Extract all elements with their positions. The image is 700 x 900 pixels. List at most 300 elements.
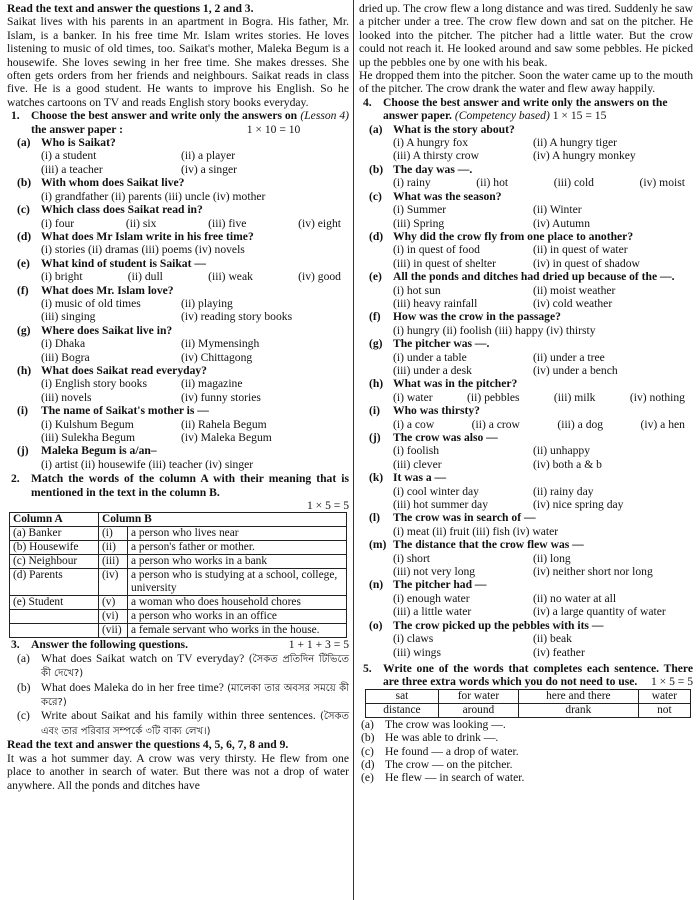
- q2-number: 2.: [11, 472, 20, 486]
- q1-item: [7, 284, 349, 324]
- option: (iii) novels: [41, 390, 92, 404]
- q4-item-question: [369, 163, 693, 176]
- q4-item: [359, 511, 693, 538]
- item-text: What was in the pitcher?: [393, 377, 518, 391]
- bengali-translation: (সৈকত প্রতিদিন টিভিতে কী দেখে?): [41, 653, 349, 680]
- word-cell: here and there: [518, 689, 638, 703]
- q1-item: [7, 324, 349, 364]
- option: (ii) a crow: [471, 417, 520, 431]
- q3-item: [17, 681, 349, 710]
- q1-item: [7, 364, 349, 404]
- option: (i) meat (ii) fruit (iii) fish (iv) water: [393, 524, 559, 538]
- option: (iii) singing: [41, 310, 96, 324]
- option: (i) foolish: [393, 444, 440, 458]
- item-label: (c): [17, 203, 30, 217]
- item-label: (m): [369, 538, 387, 552]
- item-label: (b): [361, 731, 375, 745]
- match-row: [10, 555, 347, 569]
- option: (iv) Autumn: [533, 216, 591, 230]
- match-row: [10, 624, 347, 638]
- option: (i) English story books: [41, 377, 147, 391]
- option: (ii) beak: [533, 632, 572, 646]
- passage1-text: Saikat lives with his parents in an apartment in Bogra. His father, Mr. Islam, is a banker. In his free time Mr. Islam writes stories. He loves listening to music of old times, too. Saikat's mother, Maleka Begum is a housewife. She loves sewing in her free time. She makes dresses. She often gets orders from her friends and neighbours. Saikat reads in class five. He is a good student. He wants to improve his English. So he watches cartoons on TV and reads English story books everyday. (Lesson 4): [7, 15, 349, 123]
- column-b-meaning: a person who works in an office: [128, 610, 347, 624]
- item-label: (e): [361, 771, 374, 785]
- option: (iv) both a & b: [533, 457, 602, 471]
- item-text: What does Maleka do in her free time?: [41, 680, 224, 694]
- passage2-text-left: It was a hot summer day. A crow was very thirsty. He flew from one place to another in search of water. But there was not a drop of water anywhere. All the ponds and ditches have: [7, 751, 349, 792]
- option: (i) stories (ii) dramas (iii) poems (iv) novels: [41, 243, 245, 257]
- q1-item-question: [17, 324, 349, 337]
- option: (ii) dull: [127, 270, 163, 284]
- item-text: The crow was looking —.: [385, 717, 506, 731]
- q1-item-question: [17, 136, 349, 149]
- item-label: (i): [369, 404, 380, 418]
- item-text: What does Mr. Islam love?: [41, 283, 174, 297]
- item-text: How was the crow in the passage?: [393, 310, 561, 324]
- q2-marks: 1 × 5 = 5: [306, 499, 349, 513]
- q4-item-question: [369, 123, 693, 136]
- q1-item-question: [17, 257, 349, 270]
- q3-item: [17, 652, 349, 681]
- q4-item: [359, 310, 693, 337]
- item-label: (c): [369, 189, 382, 203]
- option: (ii) moist weather: [533, 283, 616, 297]
- item-label: (c): [361, 744, 374, 758]
- item-text: He flew — in search of water.: [385, 771, 525, 785]
- item-label: (d): [369, 229, 384, 243]
- option: (iv) a singer: [181, 162, 238, 176]
- option: (i) Dhaka: [41, 337, 86, 351]
- option: (ii) A hungry tiger: [533, 136, 618, 150]
- q4-item-question: [369, 310, 693, 323]
- item-label: (g): [17, 323, 31, 337]
- option: (iv) neither short nor long: [533, 565, 653, 579]
- q5-item: [361, 745, 693, 758]
- option: (iv) feather: [533, 645, 585, 659]
- option: (iv) good: [298, 270, 341, 284]
- item-text: Where does Saikat live in?: [41, 323, 173, 337]
- column-a-cell: [10, 624, 99, 638]
- item-label: (n): [369, 578, 384, 592]
- option: (ii) Winter: [533, 203, 582, 217]
- option: (ii) in quest of water: [533, 243, 628, 257]
- item-label: (d): [17, 229, 32, 243]
- column-b-number: (iii): [99, 555, 128, 569]
- option: (ii) playing: [181, 296, 233, 310]
- q3-item-body: [41, 652, 349, 681]
- option: (iii) milk: [553, 390, 596, 404]
- q4-item: [359, 123, 693, 163]
- q4-item-question: [369, 619, 693, 632]
- bengali-translation: (সৈকত এবং তার পরিবার সম্পর্কে ৩টি বাক্য লেখ।): [41, 711, 349, 737]
- q1-items: [7, 136, 349, 471]
- q1-item: [7, 404, 349, 444]
- q1-number: 1.: [11, 109, 20, 123]
- q4-number: 4.: [363, 95, 372, 109]
- option: (i) under a table: [393, 350, 467, 364]
- option: (iii) Spring: [393, 216, 445, 230]
- option: (i) artist (ii) housewife (iii) teacher (iv) singer: [41, 457, 254, 471]
- q1-item-question: [17, 284, 349, 297]
- option: (ii) long: [533, 551, 571, 565]
- option: (ii) unhappy: [533, 444, 590, 458]
- q4-item: [359, 431, 693, 471]
- item-text: The crow was in search of —: [393, 511, 536, 525]
- q3-items: [7, 652, 349, 738]
- item-label: (f): [369, 310, 381, 324]
- left-column: [7, 2, 349, 792]
- options: [41, 217, 349, 230]
- column-a-cell: (b) Housewife: [10, 541, 99, 555]
- item-label: (a): [369, 122, 383, 136]
- column-b-meaning: a person who is studying at a school, college, university: [128, 569, 347, 596]
- item-text: Who is Saikat?: [41, 136, 116, 150]
- q4-item: [359, 619, 693, 659]
- option: (ii) pebbles: [467, 390, 520, 404]
- option: (i) four: [41, 216, 75, 230]
- item-label: (a): [361, 717, 374, 731]
- q4-title: Choose the best answer and write only the answers on the answer paper. (Competency based) 1 × 15 = 15: [383, 95, 668, 123]
- item-text: What is the story about?: [393, 122, 515, 136]
- option: (iv) a hen: [640, 417, 685, 431]
- q3-item: [17, 709, 349, 738]
- word-cell: drank: [518, 703, 638, 717]
- column-b-number: (iv): [99, 569, 128, 596]
- match-body: [10, 527, 347, 638]
- options: [393, 418, 693, 431]
- option: (iv) in quest of shadow: [533, 256, 640, 270]
- q5-items: [359, 718, 693, 785]
- option: (iii) wings: [393, 645, 441, 659]
- item-text: The pitcher was —.: [393, 337, 490, 351]
- option: (iii) clever: [393, 457, 442, 471]
- options: [41, 190, 349, 203]
- option: (iii) in quest of shelter: [393, 256, 497, 270]
- options: [393, 324, 693, 337]
- q3-header: [7, 638, 349, 651]
- option: (iv) eight: [298, 216, 341, 230]
- option: (i) in quest of food: [393, 243, 480, 257]
- option: (iv) nice spring day: [533, 498, 624, 512]
- item-text: The crow — on the pitcher.: [385, 757, 513, 771]
- q4-item-question: [369, 471, 693, 484]
- q4-item-question: [369, 431, 693, 444]
- q1-item: [7, 176, 349, 203]
- q5-item: [361, 771, 693, 784]
- q4-item: [359, 190, 693, 230]
- match-table: [9, 512, 347, 638]
- item-text: All the ponds and ditches had dried up because of the —.: [393, 270, 675, 284]
- item-label: (c): [17, 709, 30, 723]
- option: (i) rainy: [393, 176, 431, 190]
- column-a-header: Column A: [10, 513, 99, 527]
- item-label: (l): [369, 511, 380, 525]
- option: (iii) Sulekha Begum: [41, 431, 136, 444]
- q1-item: [7, 444, 349, 471]
- item-label: (b): [369, 162, 384, 176]
- item-text: With whom does Saikat live?: [41, 176, 185, 190]
- option: (i) hungry (ii) foolish (iii) happy (iv) thirsty: [393, 323, 596, 337]
- column-a-cell: (d) Parents: [10, 569, 99, 596]
- q3-number: 3.: [11, 638, 20, 652]
- column-b-meaning: a person's father or mother.: [128, 541, 347, 555]
- option: (i) a student: [41, 149, 97, 163]
- option: (i) short: [393, 551, 431, 565]
- options: [41, 243, 349, 256]
- options: [393, 243, 693, 270]
- passage1-instruction: Read the text and answer the questions 1, 2 and 3.: [7, 2, 254, 15]
- option: (iv) reading story books: [181, 310, 293, 324]
- option: (i) A hungry fox: [393, 136, 469, 150]
- option: (ii) Rahela Begum: [181, 417, 267, 431]
- option: (iii) weak: [208, 270, 253, 284]
- q1-marks: 1 × 10 = 10: [246, 122, 301, 136]
- q2-header: [7, 472, 349, 512]
- option: (i) claws: [393, 632, 434, 646]
- option: (i) music of old times: [41, 296, 141, 310]
- options: [41, 458, 349, 471]
- column-b-number: (v): [99, 596, 128, 610]
- item-text: The crow picked up the pebbles with its —: [393, 618, 604, 632]
- q3-item-body: [41, 709, 349, 738]
- option: (iii) cold: [553, 176, 594, 190]
- column-b-number: (vii): [99, 624, 128, 638]
- item-label: (e): [369, 270, 382, 284]
- q4-item-question: [369, 404, 693, 417]
- item-label: (b): [17, 680, 31, 694]
- option: (iii) a little water: [393, 605, 472, 619]
- word-cell: sat: [366, 689, 439, 703]
- q1-item-question: [17, 230, 349, 243]
- item-label: (a): [17, 136, 31, 150]
- match-row: [10, 541, 347, 555]
- item-text: What kind of student is Saikat —: [41, 256, 206, 270]
- q4-item-question: [369, 377, 693, 390]
- item-label: (f): [17, 283, 29, 297]
- q5-number: 5.: [363, 661, 372, 675]
- right-column: [359, 2, 693, 785]
- q4-marks: 1 × 15 = 15: [552, 109, 607, 123]
- item-text: What does Mr Islam write in his free time?: [41, 229, 254, 243]
- option: (ii) no water at all: [533, 591, 617, 605]
- options: [393, 351, 693, 378]
- option: (ii) under a tree: [533, 350, 605, 364]
- option: (ii) Mymensingh: [181, 337, 260, 351]
- item-text: The pitcher had —: [393, 578, 487, 592]
- options: [41, 149, 349, 176]
- word-box: [365, 689, 691, 718]
- q1-item: [7, 257, 349, 284]
- q1-item-question: [17, 176, 349, 189]
- passage2-text-right-2: He dropped them into the pitcher. Soon the water came up to the mouth of the pitcher. The crow drank the water and flew away happily.: [359, 69, 693, 96]
- word-row: [366, 703, 691, 717]
- options: [41, 270, 349, 283]
- option: (i) cool winter day: [393, 484, 479, 498]
- q4-item-question: [369, 337, 693, 350]
- item-text: Who was thirsty?: [393, 404, 480, 418]
- option: (iii) hot summer day: [393, 498, 488, 512]
- options: [393, 444, 693, 471]
- column-b-meaning: a person who lives near: [128, 527, 347, 541]
- options: [393, 391, 693, 404]
- q4-item: [359, 377, 693, 404]
- options: [41, 337, 349, 364]
- options: [393, 176, 693, 189]
- q2-title: Match the words of the column A with their meaning that is mentioned in the text in the column B. 1 × 5 = 5: [31, 472, 349, 513]
- item-text: Which class does Saikat read in?: [41, 203, 203, 217]
- match-row: [10, 610, 347, 624]
- word-cell: water: [638, 689, 690, 703]
- match-header-row: [10, 513, 347, 527]
- options: [41, 377, 349, 404]
- options: [393, 136, 693, 163]
- option: (iii) five: [208, 216, 247, 230]
- q4-items: [359, 123, 693, 659]
- word-cell: around: [438, 703, 518, 717]
- q4-item: [359, 337, 693, 377]
- bengali-translation: (মালেকা তার অবসর সময়ে কী করে?): [41, 682, 350, 709]
- options: [41, 418, 349, 445]
- q1-item-question: [17, 364, 349, 377]
- column-a-cell: (c) Neighbour: [10, 555, 99, 569]
- item-label: (h): [17, 363, 32, 377]
- item-label: (d): [361, 757, 375, 771]
- q5-header: [359, 662, 693, 689]
- option: (iii) Bogra: [41, 350, 90, 364]
- item-text: He was able to drink —.: [385, 731, 499, 745]
- option: (i) Kulshum Begum: [41, 417, 134, 431]
- option: (ii) rainy day: [533, 484, 594, 498]
- option: (i) water: [393, 390, 433, 404]
- word-cell: not: [638, 703, 690, 717]
- q1-item-question: [17, 444, 349, 457]
- option: (iv) cold weather: [533, 296, 613, 310]
- column-b-meaning: a person who works in a bank: [128, 555, 347, 569]
- column-b-meaning: a female servant who works in the house.: [128, 624, 347, 638]
- option: (iv) under a bench: [533, 363, 618, 377]
- option: (iv) nothing: [629, 390, 685, 404]
- item-label: (h): [369, 377, 384, 391]
- item-label: (e): [17, 256, 30, 270]
- item-text: The distance that the crow flew was —: [393, 538, 584, 552]
- option: (i) bright: [41, 270, 83, 284]
- option: (iii) heavy rainfall: [393, 296, 478, 310]
- lesson-tag: (Lesson 4): [300, 109, 349, 123]
- option: (ii) hot: [476, 176, 509, 190]
- option: (iii) not very long: [393, 565, 476, 579]
- q3-item-body: [41, 681, 349, 710]
- item-label: (i): [17, 404, 28, 418]
- item-text: It was a —: [393, 471, 447, 485]
- options: [393, 525, 693, 538]
- match-row: [10, 527, 347, 541]
- q4-item: [359, 538, 693, 578]
- item-text: What does Saikat watch on TV everyday?: [41, 651, 245, 665]
- options: [41, 297, 349, 324]
- q3-title: Answer the following questions. 1 + 1 + 3 = 5: [31, 638, 349, 652]
- match-row: [10, 569, 347, 596]
- options: [393, 203, 693, 230]
- item-label: (g): [369, 337, 383, 351]
- options: [393, 284, 693, 311]
- option: (iii) a dog: [557, 417, 604, 431]
- item-text: The name of Saikat's mother is —: [41, 404, 209, 418]
- word-cell: for water: [438, 689, 518, 703]
- option: (ii) a player: [181, 149, 236, 163]
- q1-item: [7, 230, 349, 257]
- q5-marks: 1 × 5 = 5: [650, 675, 693, 689]
- q1-header: [7, 109, 300, 136]
- item-text: Why did the crow fly from one place to another?: [393, 229, 634, 243]
- options: [393, 485, 693, 512]
- item-text: What does Saikat read everyday?: [41, 363, 207, 377]
- q1-item: [7, 203, 349, 230]
- option: (ii) magazine: [181, 377, 243, 391]
- option: (i) enough water: [393, 591, 470, 605]
- q4-item: [359, 404, 693, 431]
- q4-item-question: [369, 270, 693, 283]
- match-row: [10, 596, 347, 610]
- q4-item-question: [369, 230, 693, 243]
- q5-item: [361, 718, 693, 731]
- q4-item: [359, 230, 693, 270]
- column-a-cell: (e) Student: [10, 596, 99, 610]
- q4-item-question: [369, 511, 693, 524]
- q4-item-question: [369, 190, 693, 203]
- q4-tag: (Competency based): [454, 109, 550, 123]
- item-text: The day was —.: [393, 162, 473, 176]
- item-label: (k): [369, 471, 384, 485]
- option: (iv) moist: [639, 176, 685, 190]
- q5-item: [361, 758, 693, 771]
- options: [393, 552, 693, 579]
- item-label: (j): [369, 431, 381, 444]
- options: [393, 592, 693, 619]
- option: (iv) a large quantity of water: [533, 605, 666, 619]
- option: (iv) Chittagong: [181, 350, 253, 364]
- item-label: (o): [369, 618, 383, 632]
- item-text: The crow was also —: [393, 431, 498, 444]
- q1-item: [7, 136, 349, 176]
- option: (iv) Maleka Begum: [181, 431, 272, 444]
- q5-item: [361, 731, 693, 744]
- item-label: (j): [17, 444, 29, 458]
- item-label: (a): [17, 651, 30, 665]
- option: (iii) a teacher: [41, 162, 103, 176]
- column-b-number: (vi): [99, 610, 128, 624]
- option: (iii) A thirsty crow: [393, 149, 479, 163]
- column-b-number: (i): [99, 527, 128, 541]
- passage2-instruction: Read the text and answer the questions 4, 5, 6, 7, 8 and 9.: [7, 738, 289, 752]
- q1-item-question: [17, 404, 349, 417]
- q4-item: [359, 578, 693, 618]
- option: (iv) A hungry monkey: [533, 149, 636, 163]
- q4-item: [359, 471, 693, 511]
- option: (ii) six: [125, 216, 157, 230]
- q3-marks: 1 + 1 + 3 = 5: [288, 638, 349, 652]
- item-label: (b): [17, 176, 32, 190]
- option: (i) a cow: [393, 417, 435, 431]
- q4-item-question: [369, 578, 693, 591]
- column-b-meaning: a woman who does household chores: [128, 596, 347, 610]
- option: (i) hot sun: [393, 283, 441, 297]
- q4-item-question: [369, 538, 693, 551]
- q1-title: Choose the best answer and write only the answers on the answer paper : 1 × 10 = 10: [31, 109, 301, 136]
- options: [393, 632, 693, 659]
- option: (i) Summer: [393, 203, 447, 217]
- item-text: What was the season?: [393, 189, 502, 203]
